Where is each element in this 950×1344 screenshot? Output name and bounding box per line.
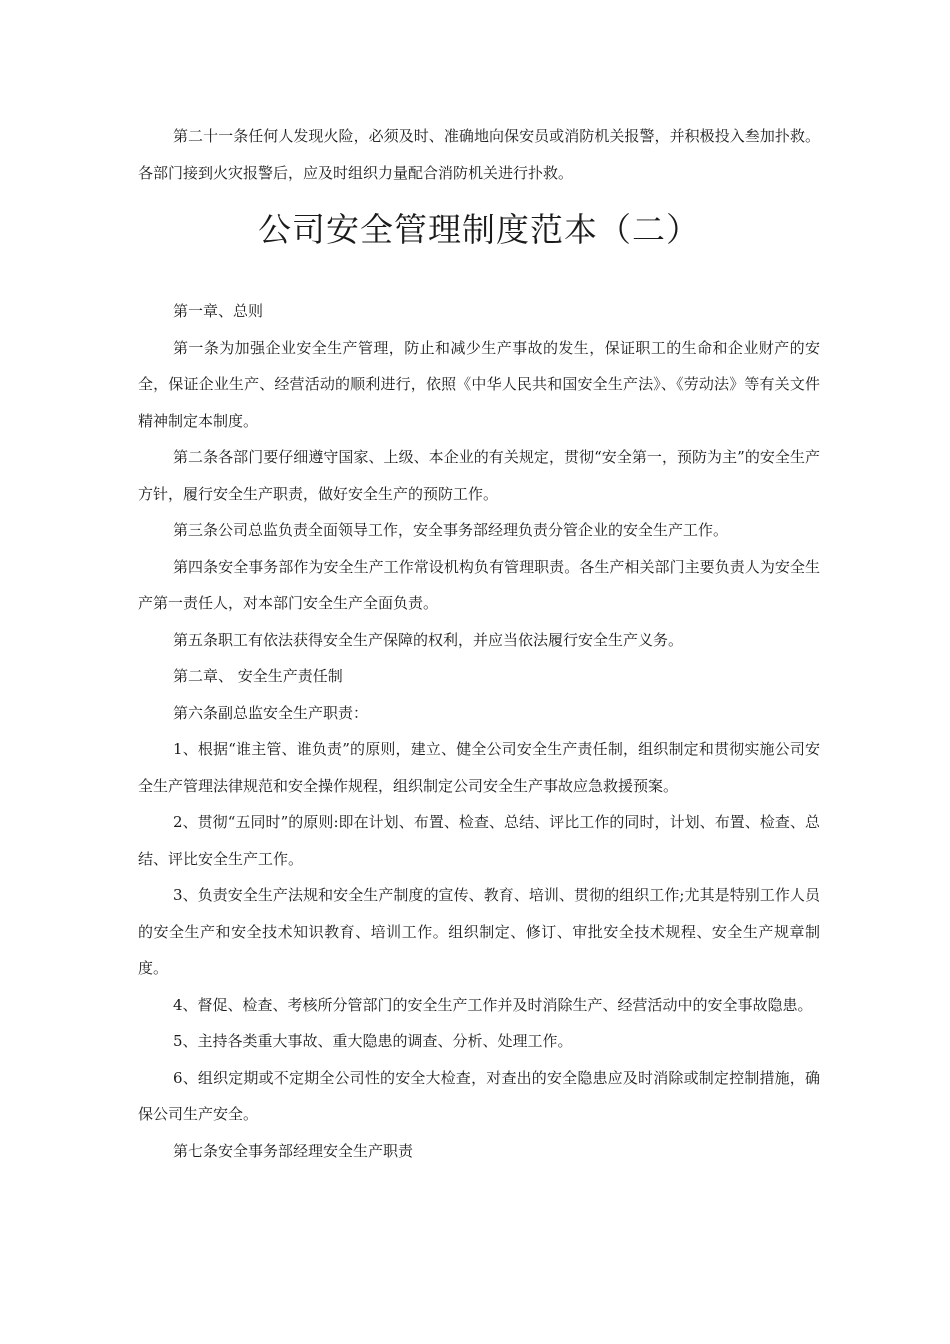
article-paragraph: 第五条职工有依法获得安全生产保障的权利，并应当依法履行安全生产义务。 (173, 630, 684, 649)
article-paragraph: 第六条副总监安全生产职责： (173, 703, 369, 722)
list-item: 2、贯彻“五同时”的原则:即在计划、布置、检查、总结、评比工作的同时，计划、布置、检查、总结、评比安全生产工作。 (138, 813, 820, 868)
article-paragraph: 第一条为加强企业安全生产管理，防止和减少生产事故的发生，保证职工的生命和企业财产的安全，保证企业生产、经营活动的顺利进行，依照《中华人民共和国安全生产法》、《劳动法》等有关文件精神制定本制度。 (138, 338, 820, 430)
article-paragraph: 第三条公司总监负责全面领导工作，安全事务部经理负责分管企业的安全生产工作。 (173, 521, 729, 539)
chapter-heading: 第二章、 安全生产责任制 (173, 667, 343, 685)
list-item: 1、根据“谁主管、谁负责”的原则，建立、健全公司安全生产责任制，组织制定和贯彻实施公司安全生产管理法律规范和安全操作规程，组织制定公司安全生产事故应急救援预案。 (138, 740, 820, 795)
article-paragraph: 第四条安全事务部作为安全生产工作常设机构负有管理职责。各生产相关部门主要负责人为安全生产第一责任人，对本部门安全生产全面负责。 (138, 557, 820, 612)
list-item: 6、组织定期或不定期全公司性的安全大检查，对查出的安全隐患应及时消除或制定控制措施，确保公司生产安全。 (138, 1068, 820, 1123)
article-paragraph: 第二条各部门要仔细遵守国家、上级、本企业的有关规定，贯彻“安全第一，预防为主”的安全生产方针，履行安全生产职责，做好安全生产的预防工作。 (138, 448, 820, 503)
chapter-heading: 第一章、总则 (173, 302, 264, 320)
article-paragraph: 第七条安全事务部经理安全生产职责 (173, 1141, 414, 1160)
list-item: 5、主持各类重大事故、重大隐患的调查、分析、处理工作。 (173, 1032, 573, 1050)
list-item: 3、负责安全生产法规和安全生产制度的宣传、教育、培训、贯彻的组织工作;尤其是特别工作人员的安全生产和安全技术知识教育、培训工作。组织制定、修订、审批安全技术规程、安全生产规章制度。 (138, 886, 820, 977)
document-body (138, 118, 820, 1169)
list-item: 4、督促、检查、考核所分管部门的安全生产工作并及时消除生产、经营活动中的安全事故隐患。 (173, 995, 813, 1014)
intro-paragraph: 第二十一条任何人发现火险，必须及时、准确地向保安员或消防机关报警，并积极投入叁加扑救。各部门接到火灾报警后，应及时组织力量配合消防机关进行扑救。 (138, 127, 820, 182)
document-title: 公司安全管理制度范本（二） (258, 210, 700, 249)
